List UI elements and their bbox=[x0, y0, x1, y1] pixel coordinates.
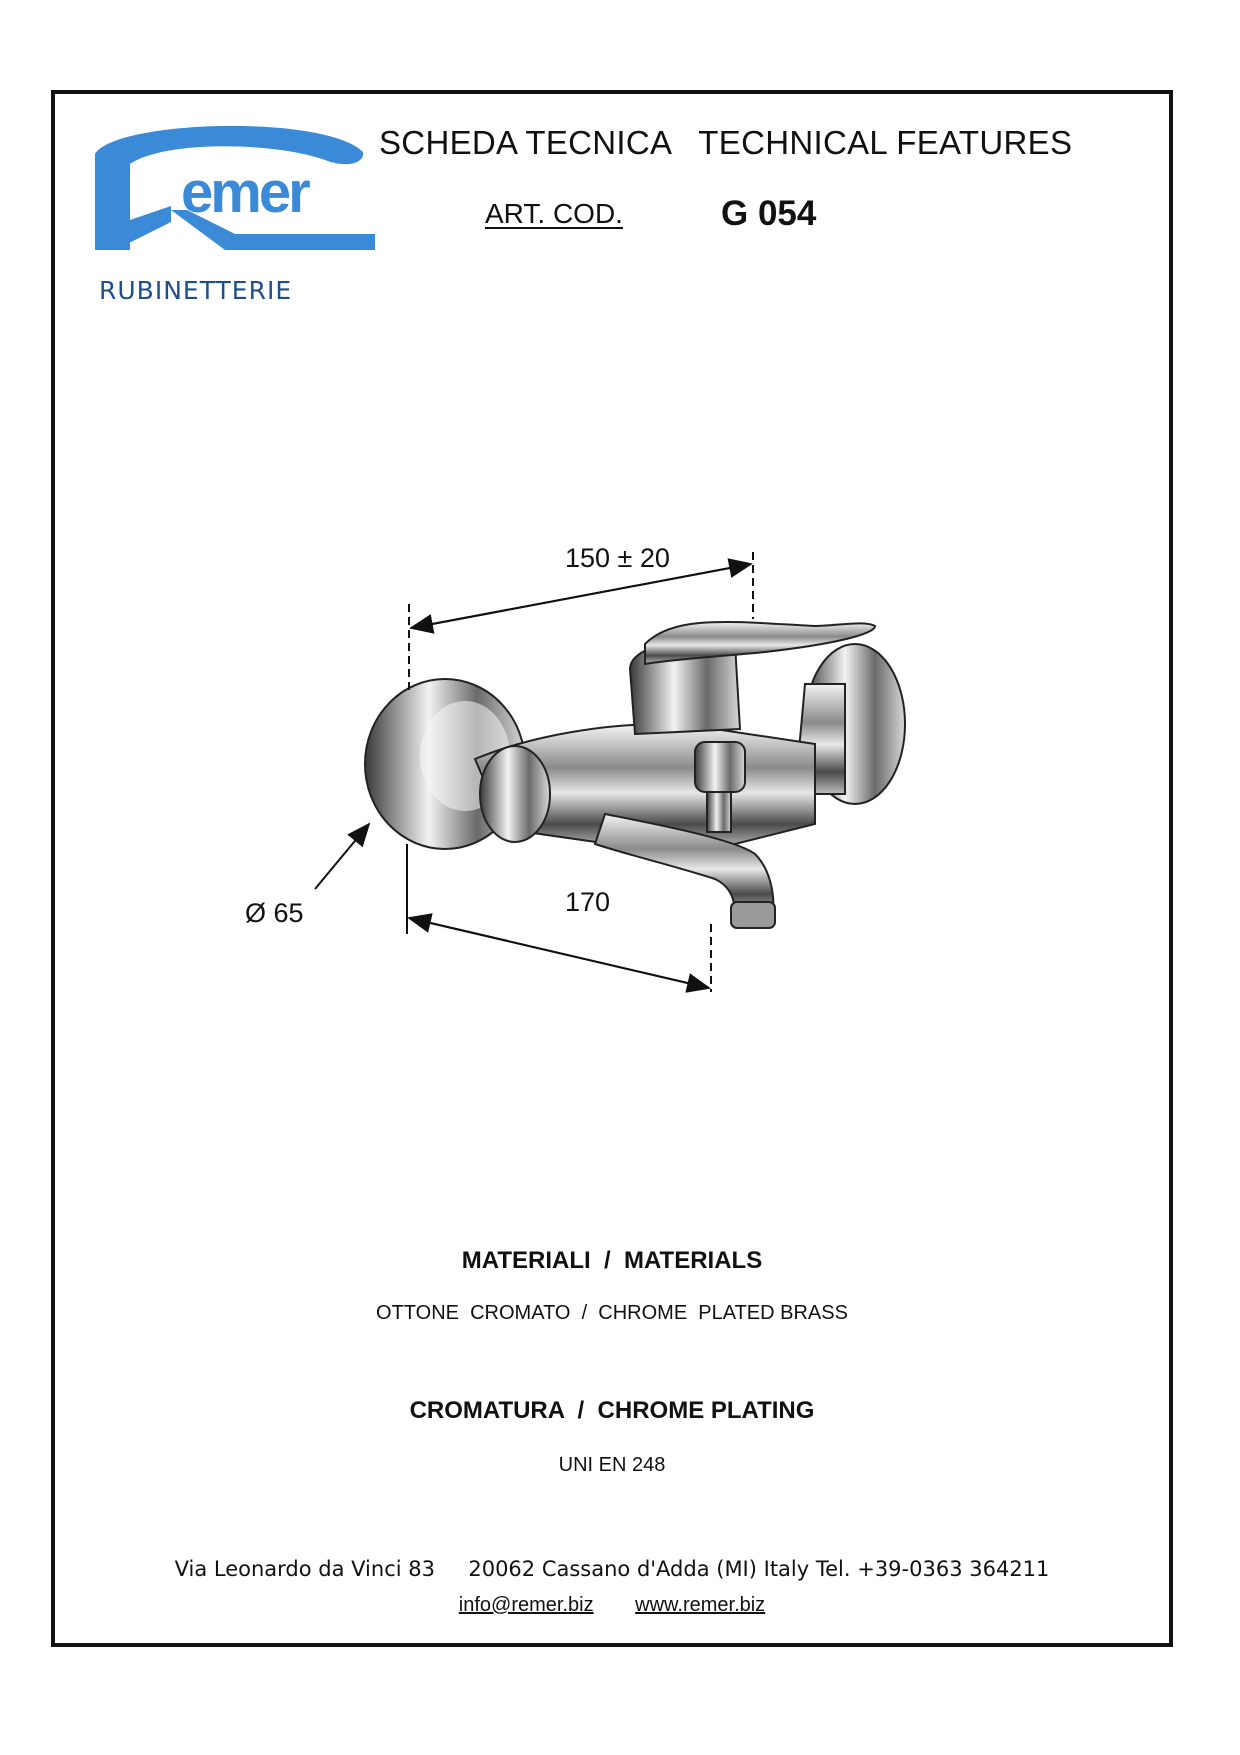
email-link[interactable]: info@remer.biz bbox=[458, 1594, 594, 1616]
technical-sheet bbox=[51, 90, 1173, 1647]
remer-logo bbox=[75, 112, 375, 305]
dimension-bottom bbox=[407, 844, 711, 992]
mixer-body bbox=[475, 622, 875, 928]
plating-value: UNI EN 248 bbox=[558, 1454, 666, 1476]
website-link[interactable]: www.remer.biz bbox=[635, 1594, 766, 1616]
logo-wordmark: emer bbox=[181, 160, 308, 225]
materials-heading: MATERIALI / MATERIALS bbox=[461, 1247, 763, 1274]
logo-subtitle: RUBINETTERIE bbox=[99, 276, 293, 305]
contact-links bbox=[55, 1594, 1169, 1617]
dimension-bottom-label: 170 bbox=[565, 887, 611, 917]
company-address: Via Leonardo da Vinci 83 20062 Cassano d'Adda (MI) Italy Tel. +39-0363 364211 bbox=[174, 1557, 1050, 1581]
faucet-drawing bbox=[175, 494, 995, 1134]
article-code-value: G 054 bbox=[721, 194, 817, 233]
materials-value: OTTONE CROMATO / CHROME PLATED BRASS bbox=[376, 1302, 848, 1324]
sheet-title: SCHEDA TECNICA TECHNICAL FEATURES bbox=[379, 124, 1073, 161]
plating-heading: CROMATURA / CHROME PLATING bbox=[409, 1397, 815, 1424]
dimension-diameter-label: Ø 65 bbox=[245, 898, 304, 928]
dimension-top-label: 150 ± 20 bbox=[565, 543, 670, 573]
dimension-diameter bbox=[245, 824, 369, 928]
article-code-label: ART. COD. bbox=[485, 198, 623, 229]
